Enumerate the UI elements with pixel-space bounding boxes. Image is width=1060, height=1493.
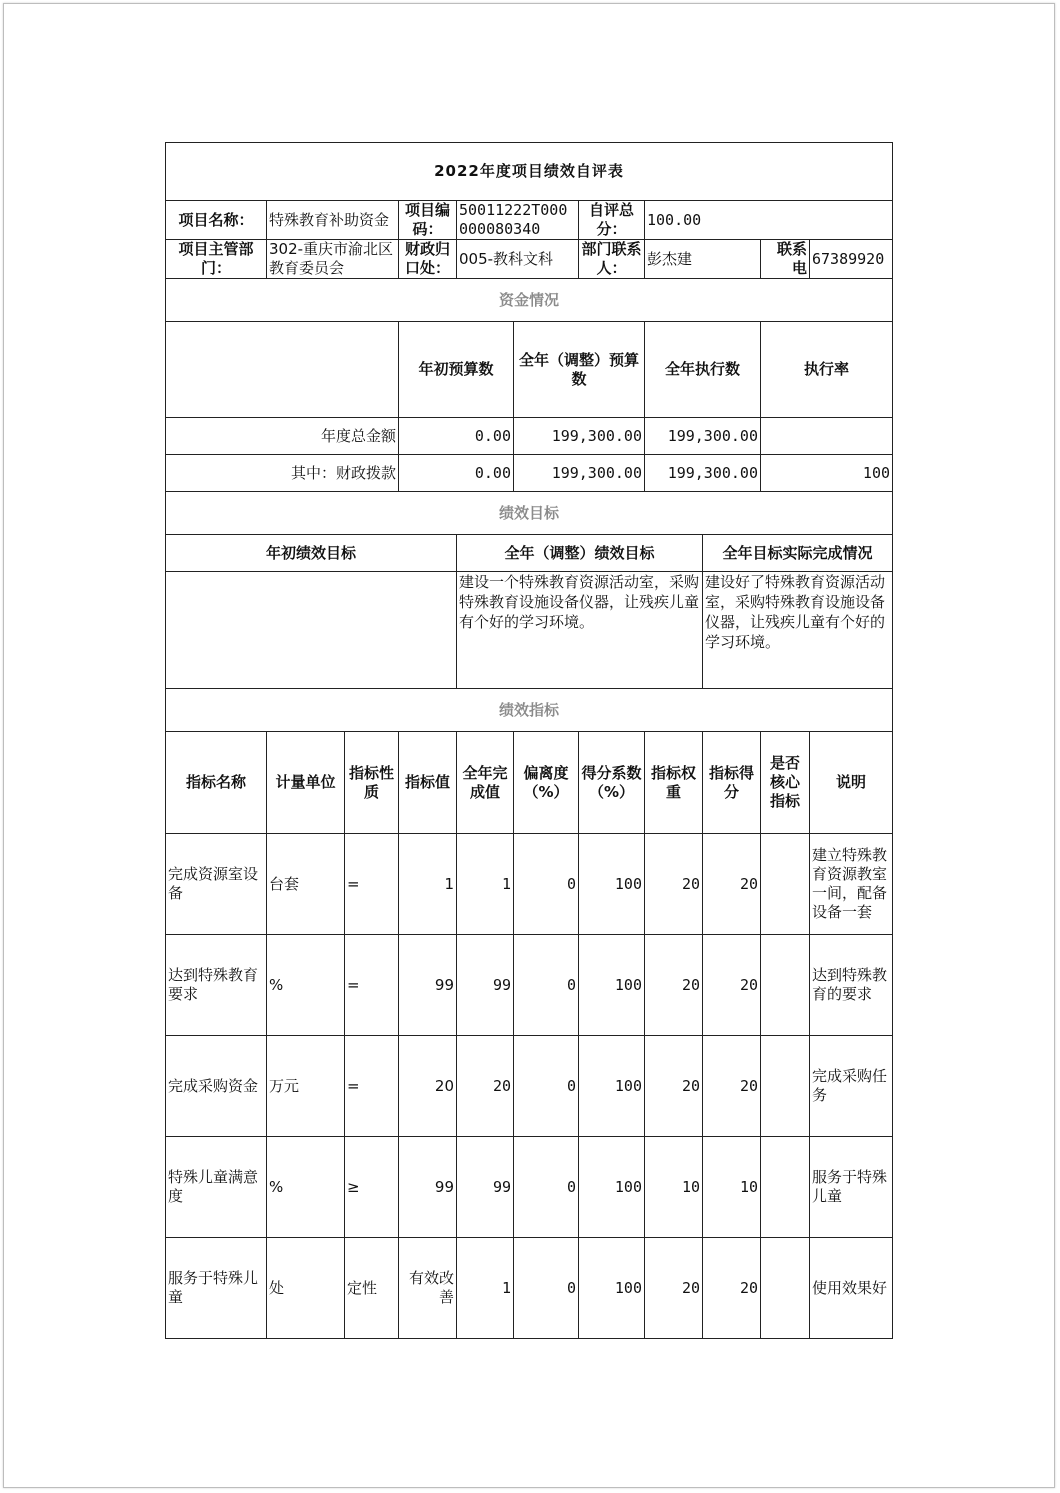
indicator-coef: 100 [579,1137,645,1238]
indicator-nature: = [345,834,399,935]
project-code-label: 项目编码： [399,201,457,240]
self-score-value: 100.00 [645,201,893,240]
indicator-rows [166,834,893,1339]
indicator-weight: 20 [645,1238,703,1339]
indicator-unit: 台套 [267,834,345,935]
indicator-note: 使用效果好 [810,1238,893,1339]
indicator-header: 偏离度（%） [514,732,579,834]
funds-row-adjusted: 199,300.00 [514,418,645,455]
indicator-weight: 10 [645,1137,703,1238]
goals-initial-text [166,572,457,689]
contact-value: 彭杰建 [645,240,761,279]
indicator-row [166,1036,893,1137]
indicator-name: 服务于特殊儿童 [166,1238,267,1339]
indicator-row [166,935,893,1036]
indicator-unit: 处 [267,1238,345,1339]
indicator-nature: = [345,1036,399,1137]
goals-header-actual: 全年目标实际完成情况 [703,535,893,572]
indicator-row [166,834,893,935]
indicator-name: 完成采购资金 [166,1036,267,1137]
goals-section-title: 绩效目标 [166,492,893,535]
indicator-name: 完成资源室设备 [166,834,267,935]
goals-adjusted-text: 建设一个特殊教育资源活动室，采购特殊教育设施设备仪器，让残疾儿童有个好的学习环境。 [457,572,703,689]
indicator-header: 指标名称 [166,732,267,834]
indicator-weight: 20 [645,834,703,935]
indicator-core [761,935,810,1036]
indicator-score: 20 [703,834,761,935]
project-name-value: 特殊教育补助资金 [267,201,399,240]
indicator-note: 完成采购任务 [810,1036,893,1137]
indicator-coef: 100 [579,1036,645,1137]
finance-label: 财政归口处： [399,240,457,279]
goals-header-initial: 年初绩效目标 [166,535,457,572]
indicator-value: 有效改善 [399,1238,457,1339]
contact-label: 部门联系人： [579,240,645,279]
funds-row-label: 年度总金额 [166,418,399,455]
funds-header-executed: 全年执行数 [645,322,761,418]
indicator-core [761,1036,810,1137]
funds-row-rate: 100 [761,455,893,492]
indicator-value: 20 [399,1036,457,1137]
indicator-unit: 万元 [267,1036,345,1137]
funds-header-blank [166,322,399,418]
indicator-nature: 定性 [345,1238,399,1339]
indicator-header: 指标得分 [703,732,761,834]
indicator-deviation: 0 [514,1036,579,1137]
indicator-score: 20 [703,935,761,1036]
indicator-note: 服务于特殊儿童 [810,1137,893,1238]
performance-evaluation-table [165,142,893,1339]
indicator-done: 20 [457,1036,514,1137]
funds-row-budget: 0.00 [399,418,514,455]
indicator-done: 1 [457,834,514,935]
funds-row-budget: 0.00 [399,455,514,492]
goals-actual-text: 建设好了特殊教育资源活动室，采购特殊教育设施设备仪器，让残疾儿童有个好的学习环境。 [703,572,893,689]
funds-section-title: 资金情况 [166,279,893,322]
indicator-coef: 100 [579,935,645,1036]
project-code-value: 50011222T000000080340 [457,201,579,240]
indicator-header: 得分系数（%） [579,732,645,834]
indicator-done: 1 [457,1238,514,1339]
indicator-coef: 100 [579,1238,645,1339]
indicator-deviation: 0 [514,834,579,935]
indicator-nature: = [345,935,399,1036]
indicator-weight: 20 [645,1036,703,1137]
finance-value: 005-教科文科 [457,240,579,279]
goals-header-adjusted: 全年（调整）绩效目标 [457,535,703,572]
dept-value: 302-重庆市渝北区教育委员会 [267,240,399,279]
phone-value: 67389920 [810,240,893,279]
funds-row-adjusted: 199,300.00 [514,455,645,492]
indicator-unit: % [267,935,345,1036]
indicator-header: 说明 [810,732,893,834]
indicator-name: 特殊儿童满意度 [166,1137,267,1238]
indicator-name: 达到特殊教育要求 [166,935,267,1036]
indicators-section-title: 绩效指标 [166,689,893,732]
indicator-note: 建立特殊教育资源教室一间，配备设备一套 [810,834,893,935]
indicator-deviation: 0 [514,1137,579,1238]
funds-row-label: 其中：财政拨款 [166,455,399,492]
indicator-done: 99 [457,935,514,1036]
indicator-value: 99 [399,1137,457,1238]
indicator-done: 99 [457,1137,514,1238]
indicator-score: 20 [703,1238,761,1339]
phone-label: 联系电 [761,240,810,279]
indicator-header: 指标性质 [345,732,399,834]
indicator-header: 计量单位 [267,732,345,834]
indicator-core [761,1137,810,1238]
indicator-core [761,1238,810,1339]
indicator-coef: 100 [579,834,645,935]
indicator-note: 达到特殊教育的要求 [810,935,893,1036]
funds-row-rate [761,418,893,455]
indicator-score: 20 [703,1036,761,1137]
indicator-unit: % [267,1137,345,1238]
funds-row-executed: 199,300.00 [645,455,761,492]
indicator-weight: 20 [645,935,703,1036]
funds-header-rate: 执行率 [761,322,893,418]
indicator-header: 指标值 [399,732,457,834]
self-score-label: 自评总分： [579,201,645,240]
indicator-header: 指标权重 [645,732,703,834]
indicator-row [166,1238,893,1339]
indicator-value: 99 [399,935,457,1036]
indicator-value: 1 [399,834,457,935]
indicator-nature: ≥ [345,1137,399,1238]
indicator-header: 是否核心指标 [761,732,810,834]
dept-label: 项目主管部门： [166,240,267,279]
project-name-label: 项目名称： [166,201,267,240]
indicator-row [166,1137,893,1238]
funds-header-adjusted: 全年（调整）预算数 [514,322,645,418]
indicator-score: 10 [703,1137,761,1238]
form-title: 2022年度项目绩效自评表 [166,143,893,201]
indicator-deviation: 0 [514,1238,579,1339]
indicator-header: 全年完成值 [457,732,514,834]
funds-header-budget: 年初预算数 [399,322,514,418]
funds-row-executed: 199,300.00 [645,418,761,455]
indicator-deviation: 0 [514,935,579,1036]
indicator-core [761,834,810,935]
